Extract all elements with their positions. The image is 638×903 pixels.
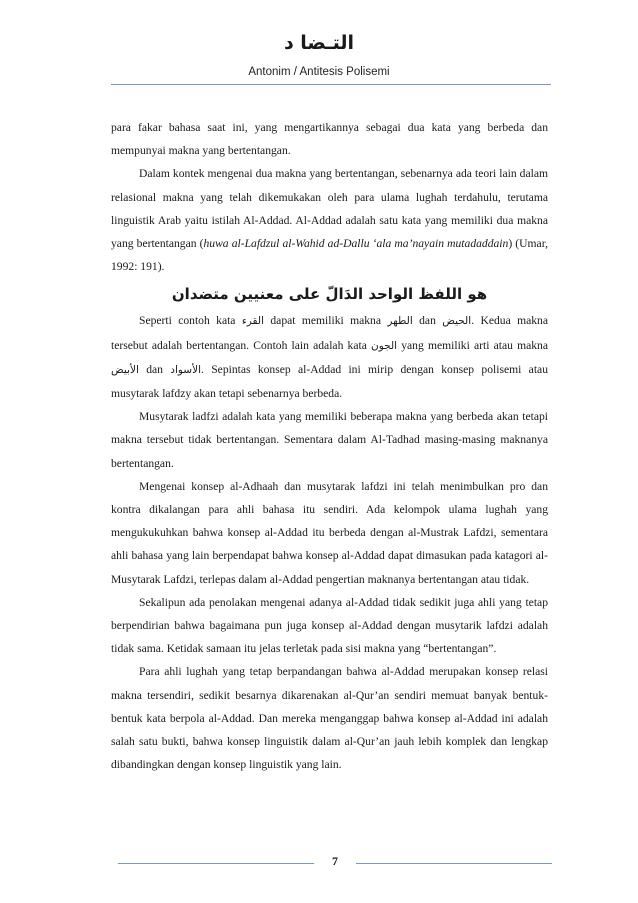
header-divider — [111, 84, 551, 85]
footer-divider-right — [356, 863, 552, 864]
page-header-subtitle: Antonim / Antitesis Polisemi — [248, 66, 390, 78]
p3-text-b: dapat memiliki makna — [264, 314, 388, 328]
p3-arabic-word-1: القرء — [241, 315, 264, 328]
paragraph-4: Musytarak ladfzi adalah kata yang memiliki beberapa makna yang berbeda akan tetapi makna tersebut tidak bertentangan. Sementara dalam Al-Tadhad masing-masing maknanya bertentangan. — [111, 410, 548, 470]
paragraph-2-text-a: Dalam kontek mengenai dua makna yang bertentangan, sebenarnya ada teori lain dalam relasional makna yang telah dikemukakan oleh para ulama lughah terdahulu, terutama linguistik Arab yaitu istilah Al-Addad. Al-Addad adalah satu kata yang memiliki dua makna yang bertentangan ( — [111, 167, 548, 251]
p3-arabic-word-2: الطهر — [387, 315, 413, 328]
paragraph-6: Sekalipun ada penolakan mengenai adanya al-Addad tidak sedikit juga ahli yang tetap berpendirian bahwa bagaimana pun juga konsep al-Addad dengan musytarik lafdzi adalah tidak sama. Ketidak samaan itu jelas terletak pada sisi makna yang “bertentangan”. — [111, 595, 548, 656]
paragraph-2-italic-term: huwa al-Lafdzul al-Wahid ad-Dallu ‘ala ma’nayain mutadaddain — [203, 237, 509, 251]
paragraph-7: Para ahli lughah yang tetap berpandangan bahwa al-Addad merupakan konsep relasi makna tersendiri, sedikit besarnya dikarenakan al-Qur’an sendiri memuat banyak bentuk-bentuk kata berpola al-Addad. Dan mereka menganggap bahwa konsep al-Addad ini adalah salah satu bukti, bahwa konsep linguistik dalam al-Qur’an jauh lebih komplek dan lengkap dibandingkan dengan konsep linguistik yang lain. — [111, 665, 548, 772]
paragraph-2-text-b: ) (Umar, 1992: 191). — [111, 237, 548, 274]
paragraph-5: Mengenai konsep al-Adhaah dan musytarak lafdzi ini telah menimbulkan pro dan kontra dikalangan para ahli bahasa itu sendiri. Ada kelompok ulama lughah yang mengukukuhkan bahwa konsep al-Addad itu berbeda dengan al-Mustrak Lafdzi, sementara ahli bahasa yang lain berpendapat bahwa konsep al-Addad dapat dimasukan pada katagori al-Musytarak Lafdzi, terlepas dalam al-Addad pengertian maknanya bertentangan atau tidak. — [111, 479, 548, 586]
paragraph-1: para fakar bahasa saat ini, yang mengartikannya sebagai dua kata yang berbeda dan mempunyai makna yang bertentangan. — [111, 121, 548, 158]
p3-text-d: . Kedua makna tersebut adalah bertentangan. Contoh lain adalah kata — [111, 314, 548, 352]
footer-divider-left — [118, 863, 314, 864]
page-number: 7 — [332, 854, 338, 868]
p3-text-c: dan — [412, 314, 443, 328]
p3-text-f: dan — [138, 362, 171, 376]
p3-text-e: yang memiliki arti atau makna — [397, 338, 548, 352]
p3-text-g: . Sepintas konsep al-Addad ini mirip dengan konsep polisemi atau musytarak lafdzy akan tetapi sebenarnya berbeda. — [111, 362, 548, 401]
p3-arabic-word-3: الحيض — [442, 315, 472, 328]
paragraph-3 — [111, 309, 548, 405]
p3-arabic-word-6: الأسواد — [170, 363, 201, 376]
page-header-arabic-title: التـضا د — [283, 32, 355, 54]
p3-arabic-word-4: الجون — [371, 339, 398, 352]
p3-arabic-word-5: الأبيض — [111, 363, 139, 376]
arabic-definition-quote: هو اللفظ الواحد الدَالّ على معنيين متضدان — [171, 285, 488, 304]
p3-text-a: Seperti contoh kata — [139, 314, 242, 328]
paragraph-2 — [111, 162, 548, 278]
body-text — [111, 116, 548, 776]
